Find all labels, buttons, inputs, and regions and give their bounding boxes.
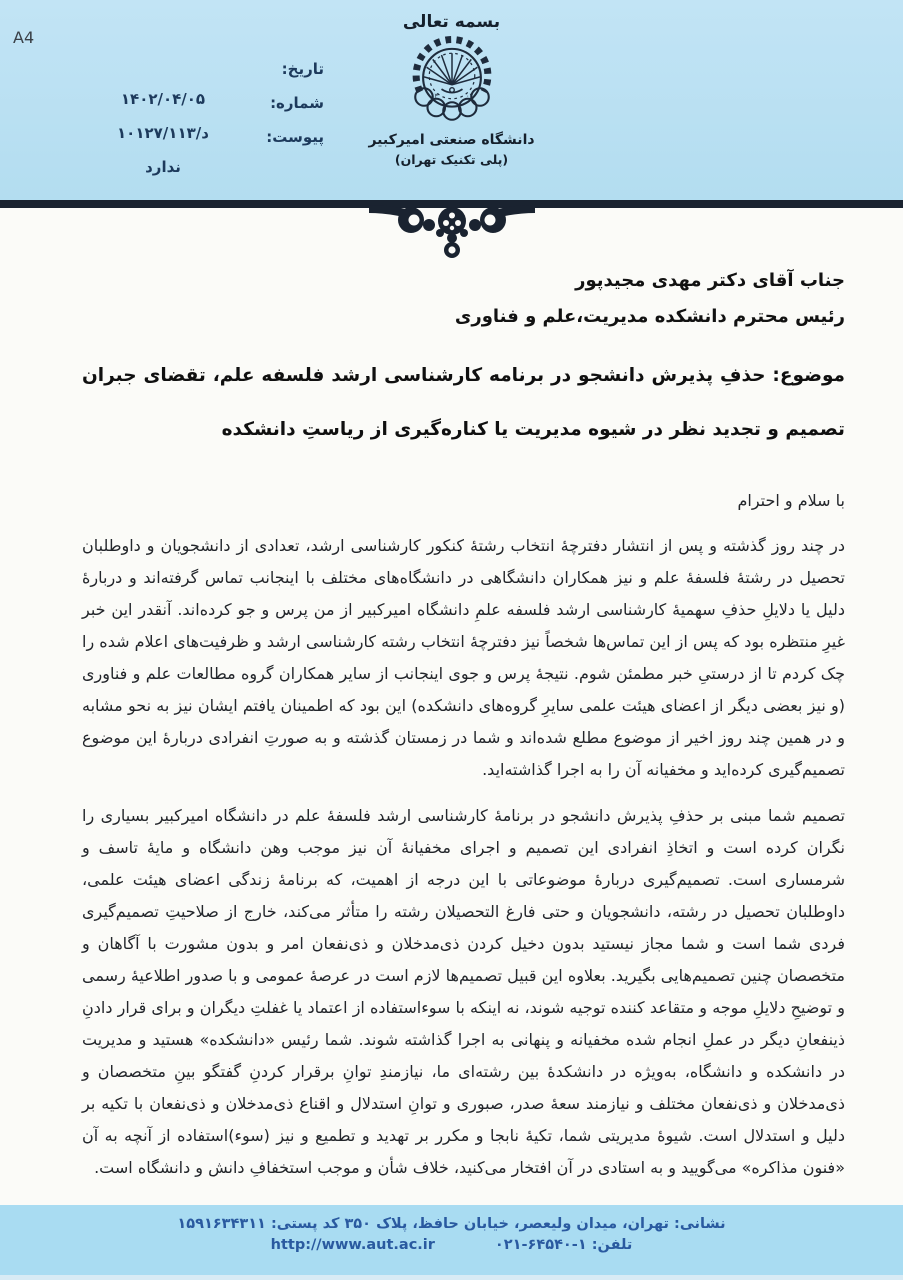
letter-body <box>0 208 903 1184</box>
letterhead <box>0 0 903 200</box>
bismillah-text: بسمه تعالی <box>402 12 501 32</box>
number-label: شماره: <box>270 94 324 112</box>
attachment-label: پیوست: <box>266 128 324 146</box>
salutation: با سلام و احترام <box>737 491 845 510</box>
svg-text:۰۲: ۰۲ <box>465 91 473 100</box>
footer-phone: تلفن: ۱-۶۴۵۴۰-۰۲۱ <box>494 1237 633 1253</box>
date-label: تاریخ: <box>281 60 324 78</box>
date-value: ۱۴۰۲/۰۴/۰۵ <box>120 90 206 108</box>
recipient-title: رئیس محترم دانشکده مدیریت،علم و فناوری <box>454 306 845 327</box>
subject-line: موضوع: حذفِ پذیرش دانشجو در برنامه کارشناسی ارشد فلسفه علم، تقضای جبران تصمیم و تجدید نظر در شیوه مدیریت یا کناره‌گیری از ریاستِ دانشکده <box>82 365 845 440</box>
letter-meta-fields <box>76 60 324 176</box>
footer-address: نشانی: تهران، میدان ولیعصر، خیابان حافظ، پلاک ۳۵۰ کد پستی: ۱۵۹۱۶۳۴۳۱۱ <box>177 1216 726 1232</box>
body-paragraph-2: تصمیم شما مبنی بر حذفِ پذیرش دانشجو در برنامهٔ کارشناسی ارشد فلسفهٔ علم در دانشگاه امیرکبیر بسیاری را نگران کرده است و اتخاذِ انفرادی این تصمیم و اجرای مخفیانهٔ آن نیز موجب وهن دانشگاه و مایهٔ تاسف و شرمساری است. تصمیم‌گیری دربارهٔ موضوعاتی با این درجه از اهمیت، که برنامهٔ زندگی اعضای هیئت علمی، داوطلبان تحصیل در رشته، دانشجویان و حتی فارغ التحصیلان رشته را متأثر می‌کند، خارج از صلاحیتِ تصمیم‌گیری فردی شما است و شما مجاز نیستید بدون دخیل کردن ذی‌مدخلان و ذی‌نفعان امر و بدون مشورت با آگاهان و متخصصان چنین تصمیم‌هایی بگیرید. بعلاوه این قبیل تصمیم‌ها لازم است در عرصهٔ عمومی و با صدور اطلاعیهٔ رسمی و توضیحِ دلایلِ موجه و متقاعد کننده توجیه شوند، نه اینکه با سوءاستفاده از اعتماد یا غفلتِ دیگران و برای قرار دادنِ ذینفعانِ دیگر در عملِ انجام شده مخفیانه و پنهانی به اجرا گذاشته شوند. شما رئیس «دانشکده» هستید و مدیریت در دانشکده و دانشگاه، به‌ویژه در دانشکدهٔ بین رشته‌ای ما، نیازمندِ توانِ برقرار کردنِ گفتگو بینِ متخصصان و ذی‌مدخلان و ذی‌نفعان مختلف و نیازمند سعهٔ صدر، صبوری و توانِ استدلال و اقناع ذی‌مدخلان و ذی‌نفعان با تکیه بر دلیل و استدلال است. شیوهٔ مدیریتی شما، تکیهٔ نابجا و مکرر بر تهدید و تطمیع و نیز (سوء)استفاده از آنچه به آن «فنون مذاکره» می‌گویید و به استادی در آن افتخار می‌کنید، خلاف شأن و موجب استخفافِ دانش و دانشگاه است. <box>82 806 845 1177</box>
university-subtitle: (پلی تکنیک تهران) <box>394 152 509 167</box>
body-paragraph-1: در چند روز گذشته و پس از انتشار دفترچهٔ انتخاب رشتهٔ کنکور کارشناسی ارشد، تعدادی از دانشجویان و داوطلبان تحصیل در رشتهٔ فلسفهٔ علم و نیز همکاران دانشگاهی در دانشگاه‌های مختلف با اینجانب تماس گرفته‌اند و دربارهٔ دلیل یا دلایلِ حذفِ سهمیهٔ کارشناسی ارشد فلسفه علمِ دانشگاه امیرکبیر از من پرس و جو کرده‌اند. آنقدر این خبر غیرِ منتظره بود که پس از این تماس‌ها شخصاً نیز دفترچهٔ انتخاب رشته کارشناسی ارشد و ظرفیت‌های اعلام شده را چک کردم تا از درستیِ خبر مطمئن شوم. نتیجهٔ پرس و جوی اینجانب از سایر همکاران گروه مطالعات علم و فناوری (و نیز بعضی دیگر از اعضای هیئت علمی سایرِ گروه‌های دانشکده) این بود که اطمینان یافتم ایشان نیز به نحو مشابه و در همین چند روز اخیر از موضوع مطلع شده‌اند و شما در زمستان گذشته و به صورتِ انفرادی دربارهٔ این موضوع تصمیم‌گیری کرده‌اید و مخفیانه آن را به اجرا گذاشته‌اید. <box>82 536 845 779</box>
attachment-value: ندارد <box>145 158 181 176</box>
university-name: دانشگاه صنعتی امیرکبیر <box>368 132 535 148</box>
number-value: د/۱۰۱۲۷/۱۱۳ <box>117 124 209 142</box>
recipient-name: جناب آقای دکتر مهدی مجیدپور <box>575 270 845 291</box>
paper-size-label: A4 <box>13 28 35 47</box>
university-logo-icon <box>394 34 510 132</box>
letter-footer <box>0 1205 903 1280</box>
footer-website: http://www.aut.ac.ir <box>270 1237 435 1253</box>
footer-contact-row <box>0 1237 903 1253</box>
svg-text:۱۳: ۱۳ <box>430 91 438 100</box>
